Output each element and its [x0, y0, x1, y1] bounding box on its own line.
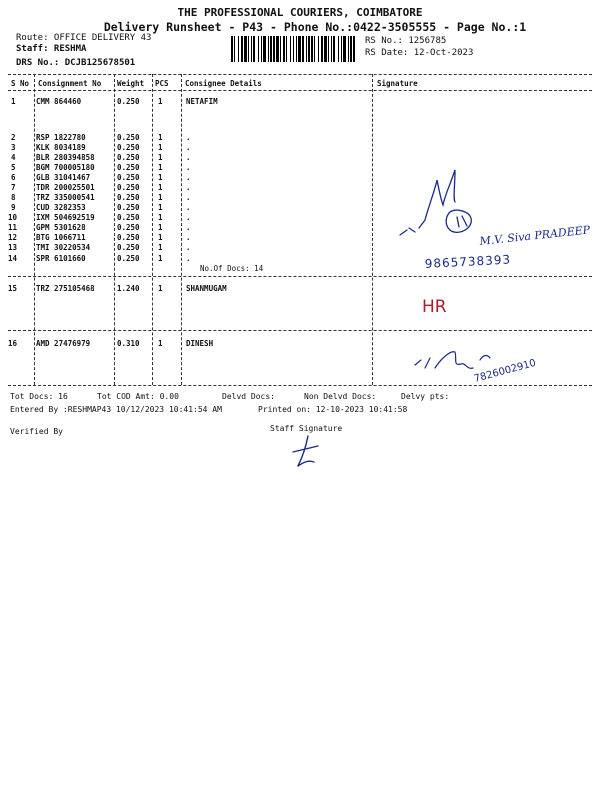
hw-hr: HR: [422, 297, 447, 317]
row-12-consignment: BTG 1066711: [36, 233, 86, 242]
delvy-pts: Delvy pts:: [401, 392, 450, 401]
barcode-bar: [338, 36, 339, 62]
barcode-bar: [270, 36, 272, 62]
barcode-bar: [241, 36, 243, 62]
row-12-weight: 0.250: [117, 233, 140, 242]
non-delvd-docs: Non Delvd Docs:: [304, 392, 377, 401]
rs-date: RS Date: 12-Oct-2023: [365, 48, 474, 58]
col-divider-2: [114, 74, 115, 385]
col-header-consignee: Consignee Details: [185, 79, 262, 88]
row-1-consignment: CMM 864460: [36, 97, 82, 106]
row-5-consignment: BGM 700005180: [36, 163, 95, 172]
table-header-rule: [8, 90, 592, 91]
row-8-consignment: TRZ 335000541: [36, 193, 95, 202]
col-divider-3: [152, 74, 153, 385]
row-2-consignee: .: [186, 133, 191, 142]
barcode-bar: [273, 36, 275, 62]
barcode-bar: [283, 36, 285, 62]
row-14-consignment: SPR 6101660: [36, 254, 86, 263]
barcode-bar: [261, 36, 262, 62]
barcode-bar: [293, 36, 294, 62]
row-3-pcs: 1: [158, 143, 163, 152]
company-title: THE PROFESSIONAL COURIERS, COIMBATORE: [177, 6, 423, 19]
row-2-sno: 2: [11, 133, 16, 142]
row-8-consignee: .: [186, 193, 191, 202]
row-7-consignment: TDR 200025501: [36, 183, 95, 192]
row-14-sno: 14: [8, 254, 18, 263]
row-11-weight: 0.250: [117, 223, 140, 232]
barcode-bar: [290, 36, 291, 62]
barcode-bar: [231, 36, 233, 62]
row-1-sno: 1: [11, 97, 16, 106]
group-2-rule: [8, 330, 592, 331]
barcode-bar: [286, 36, 287, 62]
row-16-consignee: DINESH: [186, 339, 214, 348]
staff-signature-mark: [288, 432, 328, 472]
row-9-sno: 9: [11, 203, 16, 212]
rs-number: RS No.: 1256785: [365, 36, 447, 46]
row-11-pcs: 1: [158, 223, 163, 232]
row-5-weight: 0.250: [117, 163, 140, 172]
row-4-pcs: 1: [158, 153, 163, 162]
row-6-weight: 0.250: [117, 173, 140, 182]
barcode-bar: [248, 36, 249, 62]
row-3-consignment: KLK 8034189: [36, 143, 86, 152]
handwritten-hr: [418, 290, 478, 320]
row-16-consignment: AMD 27476979: [36, 339, 91, 348]
row-6-sno: 6: [11, 173, 16, 182]
row-2-consignment: RSP 1822780: [36, 133, 86, 142]
row-11-consignment: GPM 5301628: [36, 223, 86, 232]
verified-by: Verified By: [10, 427, 63, 436]
col-header-weight: Weight: [117, 79, 145, 88]
row-16-sno: 16: [8, 339, 18, 348]
barcode-bar: [348, 36, 349, 62]
col-header-consignment: Consignment No: [38, 79, 102, 88]
row-13-pcs: 1: [158, 243, 163, 252]
row-5-pcs: 1: [158, 163, 163, 172]
row-8-sno: 8: [11, 193, 16, 202]
col-header-signature: Signature: [377, 79, 418, 88]
barcode-bar: [244, 36, 247, 62]
staff-signature-label: Staff Signature: [270, 424, 343, 433]
row-1-pcs: 1: [158, 97, 163, 106]
barcode-bar: [251, 36, 252, 62]
no-of-docs: No.Of Docs: 14: [200, 264, 264, 273]
col-divider-4: [181, 74, 182, 385]
col-header-pcs: PCS: [155, 79, 169, 88]
row-11-sno: 11: [8, 223, 18, 232]
row-7-pcs: 1: [158, 183, 163, 192]
row-14-weight: 0.250: [117, 254, 140, 263]
row-14-pcs: 1: [158, 254, 163, 263]
barcode-bar: [306, 36, 307, 62]
row-10-weight: 0.250: [117, 213, 140, 222]
row-8-pcs: 1: [158, 193, 163, 202]
hw-phone-3: 7826002910: [472, 357, 538, 385]
barcode-bar: [308, 36, 310, 62]
row-15-pcs: 1: [158, 284, 163, 293]
row-4-consignment: BLR 280394858: [36, 153, 95, 162]
barcode-bar: [302, 36, 304, 62]
row-6-consignment: GLB 31041467: [36, 173, 91, 182]
row-6-pcs: 1: [158, 173, 163, 182]
barcode-bar: [328, 36, 329, 62]
barcode-bar: [341, 36, 342, 62]
row-15-consignment: TRZ 275105468: [36, 284, 95, 293]
entered-by: Entered By :RESHMAP43 10/12/2023 10:41:54 AM: [10, 405, 222, 414]
row-4-sno: 4: [11, 153, 16, 162]
col-divider-1: [34, 74, 35, 385]
barcode-bar: [276, 36, 279, 62]
row-16-weight: 0.310: [117, 339, 140, 348]
barcode-bar: [318, 36, 319, 62]
col-divider-5: [372, 74, 373, 385]
printed-on: Printed on: 12-10-2023 10:41:58: [258, 405, 408, 414]
barcode-bar: [238, 36, 239, 62]
staff-label: Staff: RESHMA: [16, 44, 87, 54]
row-3-weight: 0.250: [117, 143, 140, 152]
row-12-pcs: 1: [158, 233, 163, 242]
row-1-weight: 0.250: [117, 97, 140, 106]
row-11-consignee: .: [186, 223, 191, 232]
row-15-sno: 15: [8, 284, 18, 293]
table-top-rule: [8, 74, 592, 75]
row-13-weight: 0.250: [117, 243, 140, 252]
row-4-consignee: .: [186, 153, 191, 162]
drs-number: DRS No.: DCJB125678501: [16, 58, 136, 68]
row-9-consignment: CUD 3282353: [36, 203, 86, 212]
barcode-bar: [253, 36, 255, 62]
barcode-bar: [314, 36, 315, 62]
barcode-bar: [343, 36, 346, 62]
row-9-consignee: .: [186, 203, 191, 212]
row-7-weight: 0.250: [117, 183, 140, 192]
row-3-consignee: .: [186, 143, 191, 152]
row-10-consignee: .: [186, 213, 191, 222]
row-12-sno: 12: [8, 233, 18, 242]
route-label: Route: OFFICE DELIVERY 43: [16, 33, 152, 43]
row-2-pcs: 1: [158, 133, 163, 142]
row-15-weight: 1.240: [117, 284, 140, 293]
row-13-consignment: TMI 30220534: [36, 243, 91, 252]
row-16-pcs: 1: [158, 339, 163, 348]
barcode-bar: [263, 36, 266, 62]
handwritten-signature-group-1: [395, 160, 595, 270]
row-9-pcs: 1: [158, 203, 163, 212]
row-7-sno: 7: [11, 183, 16, 192]
row-3-sno: 3: [11, 143, 16, 152]
row-6-consignee: .: [186, 173, 191, 182]
barcode: [231, 36, 355, 62]
row-10-pcs: 1: [158, 213, 163, 222]
barcode-bar: [298, 36, 301, 62]
barcode-bar: [333, 36, 335, 62]
hw-phone-1: 9865738393: [424, 252, 512, 271]
row-10-consignment: IXM 504692519: [36, 213, 95, 222]
barcode-bar: [311, 36, 313, 62]
row-12-consignee: .: [186, 233, 191, 242]
barcode-bar: [324, 36, 327, 62]
barcode-bar: [321, 36, 323, 62]
row-14-consignee: .: [186, 254, 191, 263]
row-10-sno: 10: [8, 213, 18, 222]
row-13-sno: 13: [8, 243, 18, 252]
row-1-consignee: NETAFIM: [186, 97, 218, 106]
row-2-weight: 0.250: [117, 133, 140, 142]
barcode-bar: [331, 36, 332, 62]
barcode-bar: [353, 36, 355, 62]
runsheet-subtitle: Delivery Runsheet - P43 - Phone No.:0422-3505555 - Page No.:1: [103, 20, 527, 34]
hw-name: M.V. Siva PRADEEP: [478, 223, 591, 248]
tot-docs: Tot Docs: 16: [10, 392, 68, 401]
row-8-weight: 0.250: [117, 193, 140, 202]
group-1-rule: [8, 276, 592, 277]
tot-cod-amt: Tot COD Amt: 0.00: [97, 392, 179, 401]
barcode-bar: [234, 36, 235, 62]
barcode-bar: [280, 36, 281, 62]
row-7-consignee: .: [186, 183, 191, 192]
row-4-weight: 0.250: [117, 153, 140, 162]
handwritten-signature-group-3: [395, 340, 575, 390]
barcode-bar: [296, 36, 297, 62]
col-header-sno: S No: [11, 79, 30, 88]
barcode-bar: [268, 36, 269, 62]
row-15-consignee: SHANMUGAM: [186, 284, 227, 293]
delvd-docs: Delvd Docs:: [222, 392, 275, 401]
row-5-sno: 5: [11, 163, 16, 172]
row-5-consignee: .: [186, 163, 191, 172]
row-13-consignee: .: [186, 243, 191, 252]
row-9-weight: 0.250: [117, 203, 140, 212]
barcode-bar: [258, 36, 259, 62]
barcode-bar: [350, 36, 352, 62]
